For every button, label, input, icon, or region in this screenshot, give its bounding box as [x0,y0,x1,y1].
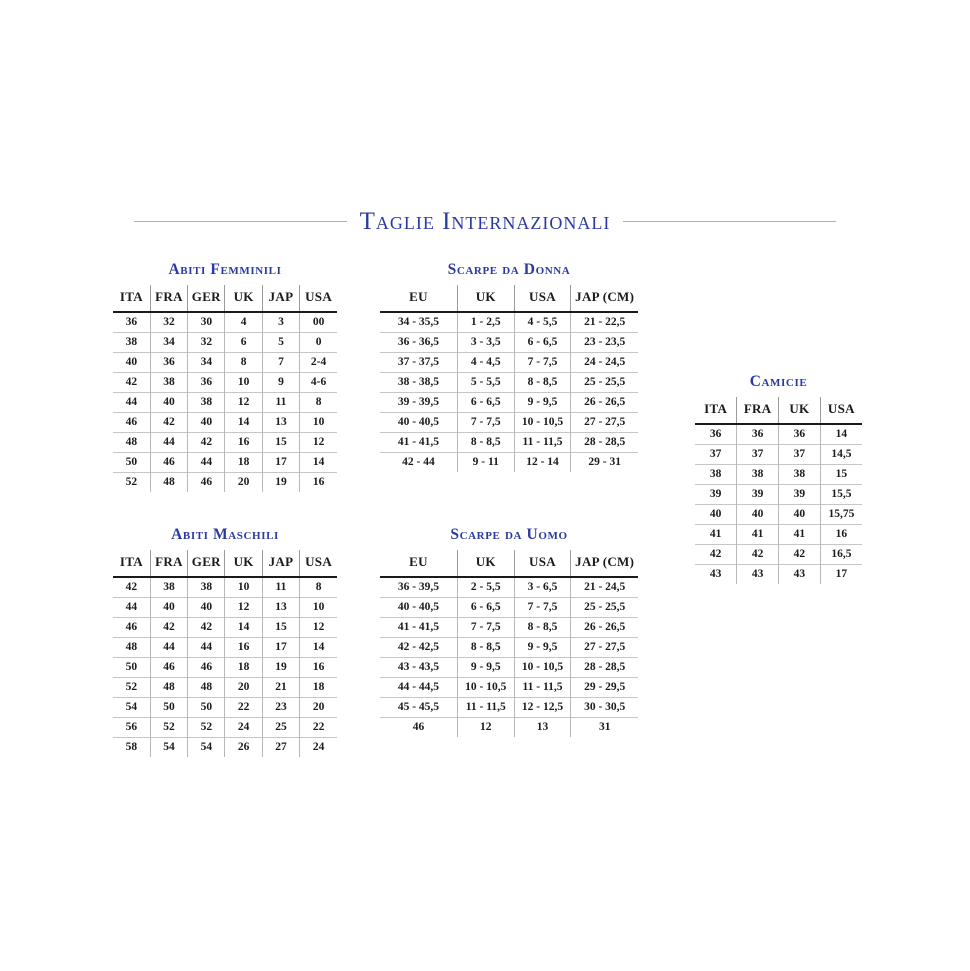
table-cell: 17 [262,638,299,658]
table-row [380,658,638,678]
table-row [380,433,638,453]
table-scarpe-da-donna-grid [380,285,638,472]
header-row [380,550,638,577]
table-cell: 10 [300,413,337,433]
table-cell: 10 [300,598,337,618]
table-cell: 18 [300,678,337,698]
column-header: USA [820,397,862,424]
table-cell: 00 [300,312,337,333]
table-row [695,424,862,445]
table-cell: 41 [695,525,737,545]
table-cell: 26 - 26,5 [571,393,638,413]
column-header: USA [300,285,337,312]
table-cell: 46 [150,658,187,678]
table-camicie-grid [695,397,862,584]
column-header: GER [188,550,225,577]
table-cell: 42 [695,545,737,565]
section-title-scarpe-da-uomo: Scarpe da Uomo [450,526,568,543]
table-cell: 45 - 45,5 [380,698,457,718]
table-cell: 7 - 7,5 [514,353,571,373]
table-cell: 27 - 27,5 [571,638,638,658]
table-row [113,577,337,598]
table-cell: 37 [737,445,779,465]
section-title-camicie: Camicie [749,373,808,390]
table-row [113,678,337,698]
table-cell: 36 [779,424,821,445]
table-cell: 40 [188,413,225,433]
table-cell: 1 - 2,5 [457,312,514,333]
table-cell: 40 [695,505,737,525]
table-cell: 42 [125,581,138,594]
header-row [380,285,638,312]
table-cell: 46 [113,413,150,433]
table-cell: 29 - 29,5 [571,678,638,698]
table-cell: 9 - 9,5 [514,393,571,413]
table-cell: 39 [695,485,737,505]
table-cell: 7 - 7,5 [514,598,571,618]
table-cell: 32 [150,312,187,333]
table-cell: 15,75 [820,505,862,525]
table-cell: 50 [113,453,150,473]
section-scarpe-da-donna [380,261,638,472]
table-cell: 50 [113,658,150,678]
table-cell: 44 [188,638,225,658]
column-header: JAP [262,550,299,577]
table-cell: 43 - 43,5 [380,658,457,678]
table-cell: 8 [225,353,262,373]
table-row [113,353,337,373]
table-cell: 41 - 41,5 [380,433,457,453]
table-abiti-femminili [113,285,337,492]
table-row [380,638,638,658]
table-cell: 25 - 25,5 [571,373,638,393]
table-row [113,718,337,738]
table-cell: 26 [225,738,262,758]
table-cell: 6 - 6,5 [514,333,571,353]
table-cell: 29 - 31 [571,453,638,473]
table-cell: 16 [225,638,262,658]
table-cell: 4 - 4,5 [457,353,514,373]
column-header: UK [457,550,514,577]
table-cell: 40 [188,598,225,618]
table-row [113,598,337,618]
table-abiti-maschili [113,550,337,757]
table-cell: 56 [113,718,150,738]
column-header: USA [514,550,571,577]
table-cell: 22 [300,718,337,738]
table-row [380,312,638,333]
table-cell: 27 [262,738,299,758]
table-cell: 37 [779,445,821,465]
table-cell: 10 [225,577,262,598]
section-title-abiti-femminili: Abiti Femminili [168,261,282,278]
table-cell: 30 - 30,5 [571,698,638,718]
table-cell: 15,5 [820,485,862,505]
section-camicie [695,373,862,584]
table-row [113,433,337,453]
table-cell: 44 [150,638,187,658]
title-band [0,208,970,236]
table-row [113,618,337,638]
table-row [695,505,862,525]
table-cell: 13 [514,718,571,738]
table-cell: 25 [262,718,299,738]
table-cell: 30 [188,312,225,333]
table-cell: 12 [225,598,262,618]
table-cell: 14 [820,424,862,445]
table-row [380,333,638,353]
table-cell: 40 [113,353,150,373]
header-row [113,285,337,312]
table-cell: 34 [150,333,187,353]
table-cell: 43 [695,565,737,585]
table-cell: 41 [737,525,779,545]
table-cell: 9 - 9,5 [514,638,571,658]
table-cell: 16 [225,433,262,453]
table-cell: 8 [300,577,337,598]
table-cell: 21 - 24,5 [571,577,638,598]
table-cell: 44 - 44,5 [380,678,457,698]
table-cell: 26 - 26,5 [571,618,638,638]
table-cell: 8 - 8,5 [457,638,514,658]
table-cell: 50 [150,698,187,718]
table-cell: 52 [113,678,150,698]
column-header: EU [380,285,457,312]
table-cell: 8 - 8,5 [514,373,571,393]
table-cell: 8 [300,393,337,413]
table-row [113,413,337,433]
table-cell: 12 [300,433,337,453]
section-scarpe-da-uomo [380,526,638,737]
table-cell: 43 [779,565,821,585]
table-cell: 54 [150,738,187,758]
table-cell: 12 [225,393,262,413]
table-row [695,445,862,465]
table-row [695,545,862,565]
table-cell: 10 - 10,5 [514,658,571,678]
table-cell: 12 - 14 [514,453,571,473]
table-cell: 38 [695,465,737,485]
table-cell: 31 [571,718,638,738]
table-cell: 24 - 24,5 [571,353,638,373]
table-cell: 48 [188,678,225,698]
table-cell: 52 [113,473,150,493]
table-row [695,525,862,545]
table-cell: 38 [188,577,225,598]
table-scarpe-da-uomo-grid [380,550,638,737]
table-cell: 3 [262,312,299,333]
column-header: UK [225,550,262,577]
table-cell: 40 - 40,5 [380,598,457,618]
table-cell: 11 - 11,5 [514,678,571,698]
table-cell: 4 [225,312,262,333]
table-cell: 40 - 40,5 [380,413,457,433]
table-row [113,638,337,658]
table-cell: 7 - 7,5 [457,413,514,433]
table-cell: 23 - 23,5 [571,333,638,353]
table-cell: 17 [820,565,862,585]
table-cell: 46 [380,718,457,738]
table-cell: 7 - 7,5 [457,618,514,638]
table-cell: 11 [262,393,299,413]
table-cell: 5 - 5,5 [457,373,514,393]
table-cell: 44 [113,393,150,413]
table-cell: 42 [150,618,187,638]
table-row [380,393,638,413]
table-cell: 14 [300,453,337,473]
table-row [380,453,638,473]
table-cell: 36 [125,316,138,329]
table-cell: 10 - 10,5 [514,413,571,433]
table-cell: 38 [188,393,225,413]
table-row [113,312,337,333]
column-header: UK [779,397,821,424]
table-cell: 6 - 6,5 [457,393,514,413]
table-cell: 19 [262,658,299,678]
table-row [113,333,337,353]
table-cell: 10 - 10,5 [457,678,514,698]
table-cell: 28 - 28,5 [571,433,638,453]
table-cell: 50 [188,698,225,718]
table-cell: 38 [779,465,821,485]
table-cell: 38 [737,465,779,485]
table-cell: 32 [188,333,225,353]
table-scarpe-da-donna [380,285,638,472]
table-cell: 37 - 37,5 [380,353,457,373]
table-cell: 38 - 38,5 [380,373,457,393]
table-cell: 7 [262,353,299,373]
table-cell: 14 [225,413,262,433]
table-cell: 38 [150,373,187,393]
column-header: JAP [262,285,299,312]
table-cell: 36 - 36,5 [380,333,457,353]
table-abiti-maschili-grid [113,550,337,757]
table-cell: 17 [262,453,299,473]
table-cell: 48 [150,473,187,493]
table-cell: 2-4 [300,353,337,373]
table-cell: 6 [225,333,262,353]
table-cell: 24 [225,718,262,738]
table-abiti-femminili-grid [113,285,337,492]
section-title-abiti-maschili: Abiti Maschili [171,526,279,543]
table-cell: 15 [262,618,299,638]
table-row [695,465,862,485]
table-cell: 48 [113,638,150,658]
table-cell: 14 [300,638,337,658]
table-row [380,413,638,433]
table-cell: 13 [262,598,299,618]
column-header: JAP (CM) [571,285,638,312]
column-header: UK [457,285,514,312]
table-cell: 25 - 25,5 [571,598,638,618]
table-cell: 46 [150,453,187,473]
table-cell: 48 [150,678,187,698]
section-abiti-maschili [113,526,337,757]
section-abiti-femminili [113,261,337,492]
table-cell: 48 [113,433,150,453]
table-row [380,718,638,738]
table-cell: 41 [779,525,821,545]
table-cell: 22 [225,698,262,718]
table-cell: 41 - 41,5 [380,618,457,638]
table-cell: 12 [457,718,514,738]
table-cell: 46 [188,473,225,493]
table-cell: 12 [300,618,337,638]
table-cell: 43 [737,565,779,585]
table-cell: 36 [737,424,779,445]
table-cell: 15 [820,465,862,485]
column-header: GER [188,285,225,312]
table-cell: 28 - 28,5 [571,658,638,678]
table-cell: 42 [779,545,821,565]
table-cell: 27 - 27,5 [571,413,638,433]
table-cell: 40 [737,505,779,525]
table-cell: 18 [225,658,262,678]
table-cell: 34 [188,353,225,373]
table-cell: 15 [262,433,299,453]
table-cell: 11 - 11,5 [514,433,571,453]
table-cell: 21 [262,678,299,698]
table-cell: 38 [113,333,150,353]
column-header: FRA [737,397,779,424]
table-cell: 20 [225,473,262,493]
table-cell: 42 [188,618,225,638]
header-row [695,397,862,424]
table-cell: 34 - 35,5 [397,316,440,329]
table-cell: 42 [737,545,779,565]
table-cell: 42 - 42,5 [380,638,457,658]
table-cell: 21 - 22,5 [571,312,638,333]
table-row [113,473,337,493]
table-row [113,453,337,473]
table-cell: 36 - 39,5 [397,581,440,594]
table-cell: 14,5 [820,445,862,465]
table-cell: 24 [300,738,337,758]
table-cell: 54 [188,738,225,758]
table-row [380,678,638,698]
table-camicie [695,397,862,584]
table-row [113,393,337,413]
table-cell: 3 - 6,5 [514,577,571,598]
table-cell: 9 - 11 [457,453,514,473]
table-cell: 39 - 39,5 [380,393,457,413]
table-row [113,698,337,718]
table-cell: 54 [113,698,150,718]
table-cell: 20 [300,698,337,718]
table-cell: 4-6 [300,373,337,393]
table-row [380,598,638,618]
table-cell: 42 [150,413,187,433]
column-header: FRA [150,285,187,312]
table-cell: 23 [262,698,299,718]
table-cell: 52 [188,718,225,738]
table-cell: 38 [150,577,187,598]
column-header: USA [300,550,337,577]
table-cell: 9 [262,373,299,393]
table-cell: 9 - 9,5 [457,658,514,678]
page-title: Taglie Internazionali [359,208,611,235]
table-cell: 20 [225,678,262,698]
table-cell: 16 [820,525,862,545]
column-header: USA [514,285,571,312]
table-row [113,658,337,678]
table-cell: 16 [300,658,337,678]
table-cell: 6 - 6,5 [457,598,514,618]
column-header: JAP (CM) [571,550,638,577]
table-cell: 19 [262,473,299,493]
table-row [380,618,638,638]
table-cell: 12 - 12,5 [514,698,571,718]
table-cell: 2 - 5,5 [457,577,514,598]
table-cell: 36 [709,428,722,441]
table-cell: 42 [188,433,225,453]
table-cell: 0 [300,333,337,353]
table-scarpe-da-uomo [380,550,638,737]
table-cell: 46 [113,618,150,638]
table-cell: 16,5 [820,545,862,565]
table-row [380,698,638,718]
column-header: ITA [695,397,737,424]
column-header: UK [225,285,262,312]
table-cell: 46 [188,658,225,678]
table-cell: 52 [150,718,187,738]
table-cell: 5 [262,333,299,353]
table-row [113,373,337,393]
column-header: ITA [113,550,150,577]
table-row [380,353,638,373]
table-cell: 40 [779,505,821,525]
table-cell: 3 - 3,5 [457,333,514,353]
table-cell: 4 - 5,5 [514,312,571,333]
table-cell: 40 [150,598,187,618]
title-rule-left [134,221,347,222]
table-cell: 39 [779,485,821,505]
column-header: EU [380,550,457,577]
table-cell: 8 - 8,5 [457,433,514,453]
column-header: FRA [150,550,187,577]
table-cell: 36 [188,373,225,393]
table-cell: 37 [695,445,737,465]
table-cell: 18 [225,453,262,473]
table-cell: 44 [150,433,187,453]
table-cell: 10 [225,373,262,393]
section-title-scarpe-da-donna: Scarpe da Donna [447,261,571,278]
table-cell: 36 [150,353,187,373]
table-cell: 39 [737,485,779,505]
table-cell: 44 [188,453,225,473]
table-cell: 58 [113,738,150,758]
table-cell: 11 [262,577,299,598]
table-cell: 14 [225,618,262,638]
table-row [380,373,638,393]
table-cell: 42 [113,373,150,393]
table-cell: 13 [262,413,299,433]
table-row [695,565,862,585]
table-row [380,577,638,598]
header-row [113,550,337,577]
table-cell: 8 - 8,5 [514,618,571,638]
title-rule-right [623,221,836,222]
table-cell: 16 [300,473,337,493]
table-cell: 44 [113,598,150,618]
column-header: ITA [113,285,150,312]
table-cell: 40 [150,393,187,413]
table-row [113,738,337,758]
table-cell: 42 - 44 [380,453,457,473]
table-row [695,485,862,505]
table-cell: 11 - 11,5 [457,698,514,718]
